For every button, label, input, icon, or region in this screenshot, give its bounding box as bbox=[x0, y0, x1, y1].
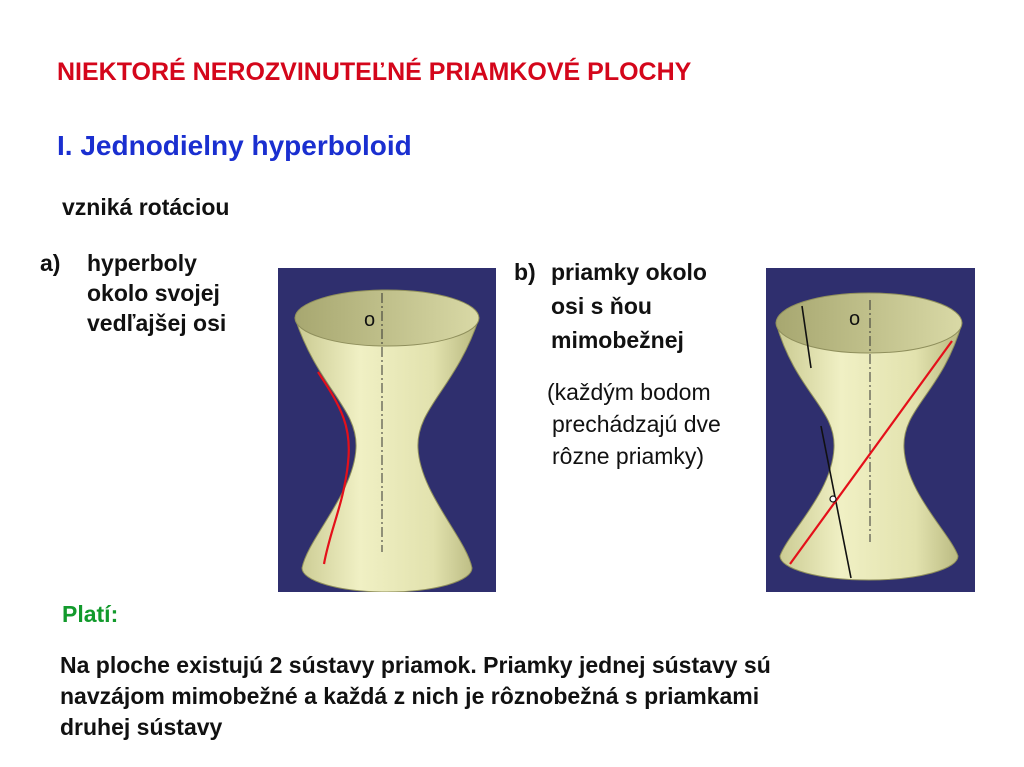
hyperboloid-figure-a bbox=[278, 268, 496, 592]
hyperboloid-figure-b bbox=[766, 268, 975, 592]
item-b-line: osi s ňou bbox=[551, 293, 652, 319]
figure-a-axis-label: o bbox=[364, 309, 376, 331]
item-b-line: priamky okolo bbox=[551, 259, 707, 285]
item-b-line: mimobežnej bbox=[551, 327, 684, 353]
figure-a-top-rim bbox=[295, 290, 479, 346]
body-line: navzájom mimobežné a každá z nich je rôznobežná s priamkami bbox=[60, 683, 760, 709]
figure-b-axis-label: o bbox=[849, 308, 861, 330]
slide-title: NIEKTORÉ NEROZVINUTEĽNÉ PRIAMKOVÉ PLOCHY bbox=[57, 58, 692, 86]
item-a-line: hyperboly bbox=[87, 250, 197, 276]
body-line: Na ploche existujú 2 sústavy priamok. Priamky jednej sústavy sú bbox=[60, 652, 771, 678]
note-line: (každým bodom bbox=[547, 379, 711, 405]
note-line: prechádzajú dve bbox=[552, 411, 721, 437]
body-line: druhej sústavy bbox=[60, 714, 223, 740]
item-b-marker: b) bbox=[514, 259, 536, 285]
item-a-marker: a) bbox=[40, 250, 61, 276]
body-paragraph bbox=[60, 650, 960, 743]
note-text bbox=[547, 376, 721, 472]
item-a-text bbox=[87, 248, 226, 338]
item-a-line: okolo svojej bbox=[87, 280, 220, 306]
section-heading: I. Jednodielny hyperboloid bbox=[57, 130, 412, 161]
note-line: rôzne priamky) bbox=[552, 443, 705, 469]
item-b-text bbox=[551, 255, 707, 357]
item-a-line: vedľajšej osi bbox=[87, 310, 227, 336]
figure-b-intersection-point bbox=[830, 496, 836, 502]
plati-heading: Platí: bbox=[62, 601, 119, 627]
intro-text: vzniká rotáciou bbox=[62, 194, 230, 220]
